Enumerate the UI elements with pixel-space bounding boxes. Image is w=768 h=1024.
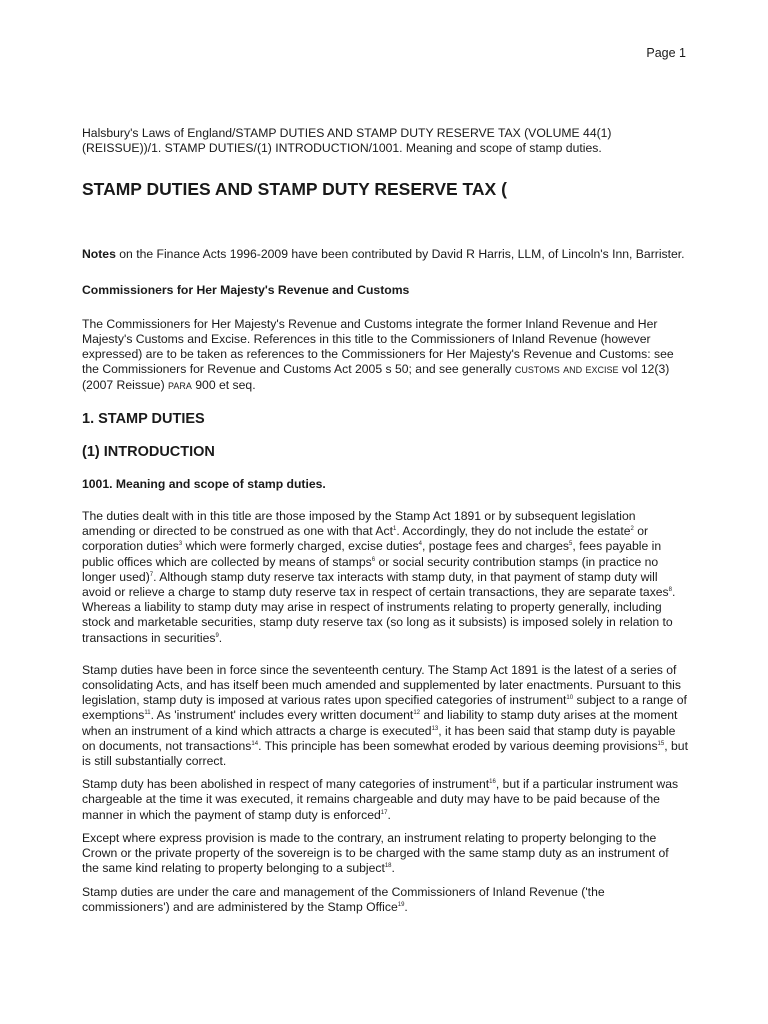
footnote-ref[interactable]: 9: [215, 632, 219, 639]
page-number: Page 1: [646, 46, 686, 60]
text-run: Stamp duties have been in force since the seventeenth century. The Stamp Act 1891 is the latest of a series of consolidating Acts, and has itself been much amended and supplemented by later enactments. Pursuant to this legislation, stamp duty is imposed at various rates upon specified categories of instrument: [82, 662, 681, 708]
text-run: , but is still substantially correct.: [82, 738, 688, 769]
footnote-ref[interactable]: 10: [566, 695, 574, 702]
text-run: Except where express provision is made to the contrary, an instrument relating to property belonging to the Crown or the private property of the sovereign is to be charged with the same stamp duty as an instrument of the same kind relating to property belonging to a subject: [82, 830, 669, 876]
cross-reference[interactable]: customs and excise: [514, 362, 619, 377]
text-run: 900 et seq.: [191, 377, 256, 392]
para-reference: para: [168, 377, 192, 392]
footnote-ref[interactable]: 19: [397, 901, 405, 908]
text-run: and liability to stamp duty arises at the moment when an instrument of a kind which attracts a charge is executed: [82, 708, 678, 738]
text-run: . This principle has been somewhat eroded by various deeming provisions: [258, 738, 658, 753]
footnote-ref[interactable]: 5: [569, 541, 573, 548]
paragraph-heading-1001: 1001. Meaning and scope of stamp duties.: [82, 476, 326, 491]
body-paragraph-2: [82, 663, 688, 769]
section-heading-stamp-duties: 1. STAMP DUTIES: [82, 410, 205, 427]
text-run: The duties dealt with in this title are those imposed by the Stamp Act 1891 or by subsequent legislation amending or directed to be construed as one with that Act: [82, 509, 636, 539]
footnote-ref[interactable]: 4: [418, 541, 422, 548]
footnote-ref[interactable]: 16: [489, 779, 496, 786]
text-run: Stamp duty has been abolished in respect of many categories of instrument: [82, 777, 490, 792]
footnote-ref[interactable]: 18: [384, 863, 392, 870]
text-run: . Although stamp duty reserve tax interacts with stamp duty, in that payment of stamp duty will avoid or relieve a charge to stamp duty reserve tax in respect of certain transactions, they are separate taxes: [82, 569, 669, 600]
page-title: STAMP DUTIES AND STAMP DUTY RESERVE TAX (: [82, 179, 507, 200]
text-run: . Whereas a liability to stamp duty may arise in respect of instruments relating to property generally, including stock and marketable securities, stamp duty reserve tax (so long as it subsists) is imposed solely in relation to transactions in securities: [82, 585, 676, 645]
footnote-ref[interactable]: 11: [144, 710, 151, 717]
section-heading-introduction: (1) INTRODUCTION: [82, 443, 215, 460]
text-run: . As 'instrument' includes every written document: [150, 708, 414, 723]
footnote-ref[interactable]: 1: [392, 526, 397, 533]
text-run: or corporation duties: [82, 524, 649, 554]
text-run: vol 12(3) (2007 Reissue): [82, 362, 670, 392]
text-run: Stamp duties are under the care and management of the Commissioners of Inland Revenue ('the commissioners') and are administered by the Stamp Office: [82, 884, 605, 914]
text-run: .: [404, 899, 408, 914]
body-paragraph-1: [82, 509, 688, 646]
footnote-ref[interactable]: 12: [413, 710, 420, 717]
notes-label: Notes: [82, 247, 116, 262]
notes-paragraph: [82, 247, 688, 262]
text-run: , but if a particular instrument was chargeable at the time it was executed, it remains chargeable and duty may have to be paid because of the manner in which the payment of stamp duty is enforced: [82, 777, 679, 822]
text-run: . Accordingly, they do not include the estate: [396, 524, 631, 539]
text-run: subject to a range of exemptions: [82, 693, 687, 723]
text-run: or social security contribution stamps (in practice no longer used): [82, 554, 659, 584]
footnote-ref[interactable]: 15: [657, 740, 665, 747]
breadcrumb: Halsbury's Laws of England/STAMP DUTIES AND STAMP DUTY RESERVE TAX (VOLUME 44(1) (REISSUE))/1. STAMP DUTIES/(1) INTRODUCTION/1001. Meaning and scope of stamp duties.: [82, 126, 612, 156]
body-paragraph-5: [82, 885, 688, 915]
body-paragraph-3: [82, 777, 688, 823]
text-run: which were formerly charged, excise duties: [182, 539, 419, 554]
footnote-ref[interactable]: 17: [380, 809, 388, 816]
footnote-ref[interactable]: 2: [630, 526, 634, 533]
footnote-ref[interactable]: 6: [371, 556, 376, 563]
text-run: , postage fees and charges: [421, 539, 570, 554]
footnote-ref[interactable]: 3: [178, 541, 183, 548]
text-run: , fees payable in public offices which are collected by means of stamps: [82, 539, 662, 569]
footnote-ref[interactable]: 8: [668, 586, 672, 593]
commissioners-paragraph: [82, 317, 688, 393]
footnote-ref[interactable]: 13: [431, 725, 439, 732]
notes-text: on the Finance Acts 1996-2009 have been contributed by David R Harris, LLM, of Lincoln's Inn, Barrister.: [115, 247, 685, 262]
text-run: .: [391, 861, 395, 876]
footnote-ref[interactable]: 14: [251, 740, 259, 747]
body-paragraph-4: [82, 831, 688, 877]
footnote-ref[interactable]: 7: [149, 571, 154, 578]
text-run: .: [218, 630, 223, 645]
text-run: .: [387, 807, 391, 822]
text-run: , it has been said that stamp duty is payable on documents, not transactions: [82, 723, 676, 753]
text-run: The Commissioners for Her Majesty's Revenue and Customs integrate the former Inland Revenue and Her Majesty's Customs and Excise. References in this title to the Commissioners of Inland Revenue (however expressed) are to be taken as references to the Commissioners for Her Majesty's Revenue and Customs: see the Commissioners for Revenue and Customs Act 2005 s 50; and see generally: [82, 316, 674, 377]
document-body: [82, 126, 688, 923]
commissioners-heading: Commissioners for Her Majesty's Revenue and Customs: [82, 282, 410, 297]
